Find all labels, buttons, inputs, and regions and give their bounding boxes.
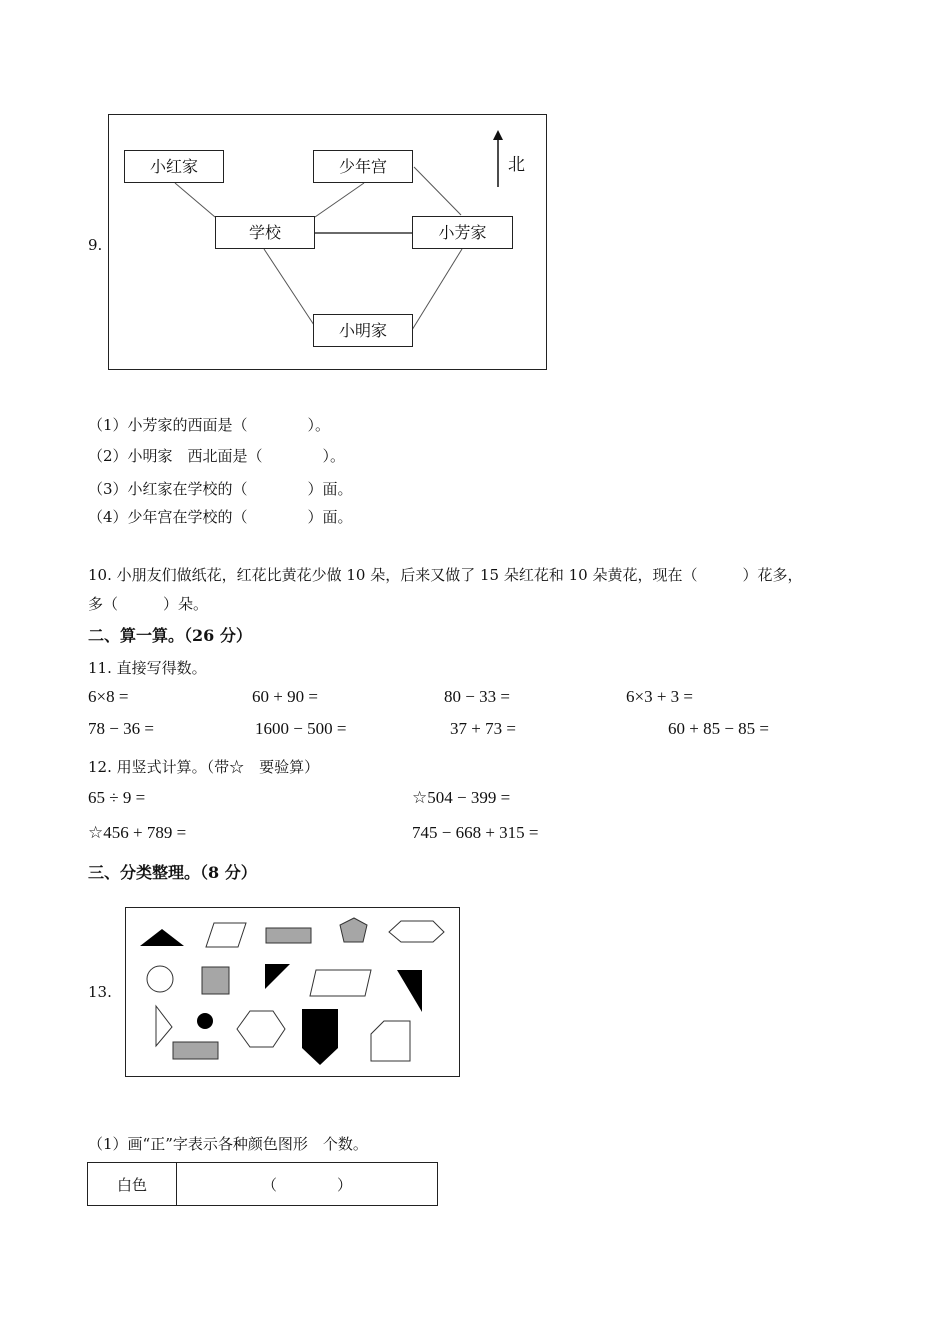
- q12-title: 12. 用竖式计算。（带☆ 要验算）: [88, 758, 320, 776]
- q11-item: 6×3 + 3 =: [626, 687, 694, 706]
- black-triangle-2: [397, 970, 422, 1012]
- q9-sub-2: （2）小明家 西北面是（ ）。: [88, 447, 346, 465]
- q12-item: 745 − 668 + 315 =: [412, 823, 539, 842]
- q11-item: 1600 − 500 =: [255, 719, 347, 738]
- gray-pentagon: [340, 918, 367, 942]
- black-pentagon: [302, 1009, 338, 1065]
- q11-item: 80 − 33 =: [444, 687, 510, 706]
- q13-number: 13.: [88, 983, 112, 1001]
- q11-item: 6×8 =: [88, 687, 129, 706]
- gray-square: [202, 967, 229, 994]
- color-count-table: [87, 1162, 438, 1206]
- q9-sub-3: （3）小红家在学校的（ ）面。: [88, 480, 353, 498]
- q10-line1: 10. 小朋友们做纸花，红花比黄花少做 10 朵，后来又做了 15 朵红花和 10 朵黄花，现在（ ）花多，: [88, 566, 803, 584]
- q12-item: ☆456 + 789 =: [88, 823, 187, 842]
- q11-item: 60 + 85 − 85 =: [668, 719, 770, 738]
- north-label: 北: [508, 155, 525, 175]
- node-school: 学校: [215, 216, 315, 249]
- q9-number: 9.: [88, 236, 103, 254]
- section2-heading: 二、算一算。（26 分）: [88, 626, 252, 645]
- white-triangle: [156, 1006, 172, 1046]
- north-arrow-head: [493, 130, 503, 140]
- black-right-triangle: [265, 964, 290, 989]
- white-hexagon-2: [237, 1011, 285, 1047]
- node-shaonian: 少年宫: [313, 150, 413, 183]
- white-circle: [147, 966, 173, 992]
- shapes: [126, 908, 459, 1076]
- black-triangle: [140, 929, 184, 946]
- q11-item: 60 + 90 =: [252, 687, 318, 706]
- color-label: 白色: [88, 1163, 177, 1206]
- section3-heading: 三、分类整理。（8 分）: [88, 863, 257, 882]
- gray-rectangle-2: [173, 1042, 218, 1059]
- count-answer-cell[interactable]: （ ）: [177, 1163, 438, 1206]
- white-parallelogram: [206, 923, 246, 947]
- table-row: [88, 1163, 438, 1206]
- node-xiaohong: 小红家: [124, 150, 224, 183]
- gray-rectangle: [266, 928, 311, 943]
- direction-map: [108, 114, 547, 370]
- white-parallelogram-2: [310, 970, 371, 996]
- q13-sub1: （1）画“正”字表示各种颜色图形 个数。: [88, 1135, 368, 1153]
- q11-item: 37 + 73 =: [450, 719, 516, 738]
- white-pentagon: [371, 1021, 410, 1061]
- shapes-panel: [125, 907, 460, 1077]
- node-xiaoming: 小明家: [313, 314, 413, 347]
- q12-item: 65 ÷ 9 =: [88, 788, 146, 807]
- node-xiaofang: 小芳家: [412, 216, 513, 249]
- q9-sub-1: （1）小芳家的西面是（ ）。: [88, 416, 331, 434]
- q11-item: 78 − 36 =: [88, 719, 154, 738]
- q10-line2: 多（ ）朵。: [88, 595, 209, 613]
- black-dot: [197, 1013, 213, 1029]
- q11-title: 11. 直接写得数。: [88, 659, 207, 677]
- q9-sub-4: （4）少年宫在学校的（ ）面。: [88, 508, 353, 526]
- white-hexagon: [389, 921, 444, 942]
- q12-item: ☆504 − 399 =: [412, 788, 511, 807]
